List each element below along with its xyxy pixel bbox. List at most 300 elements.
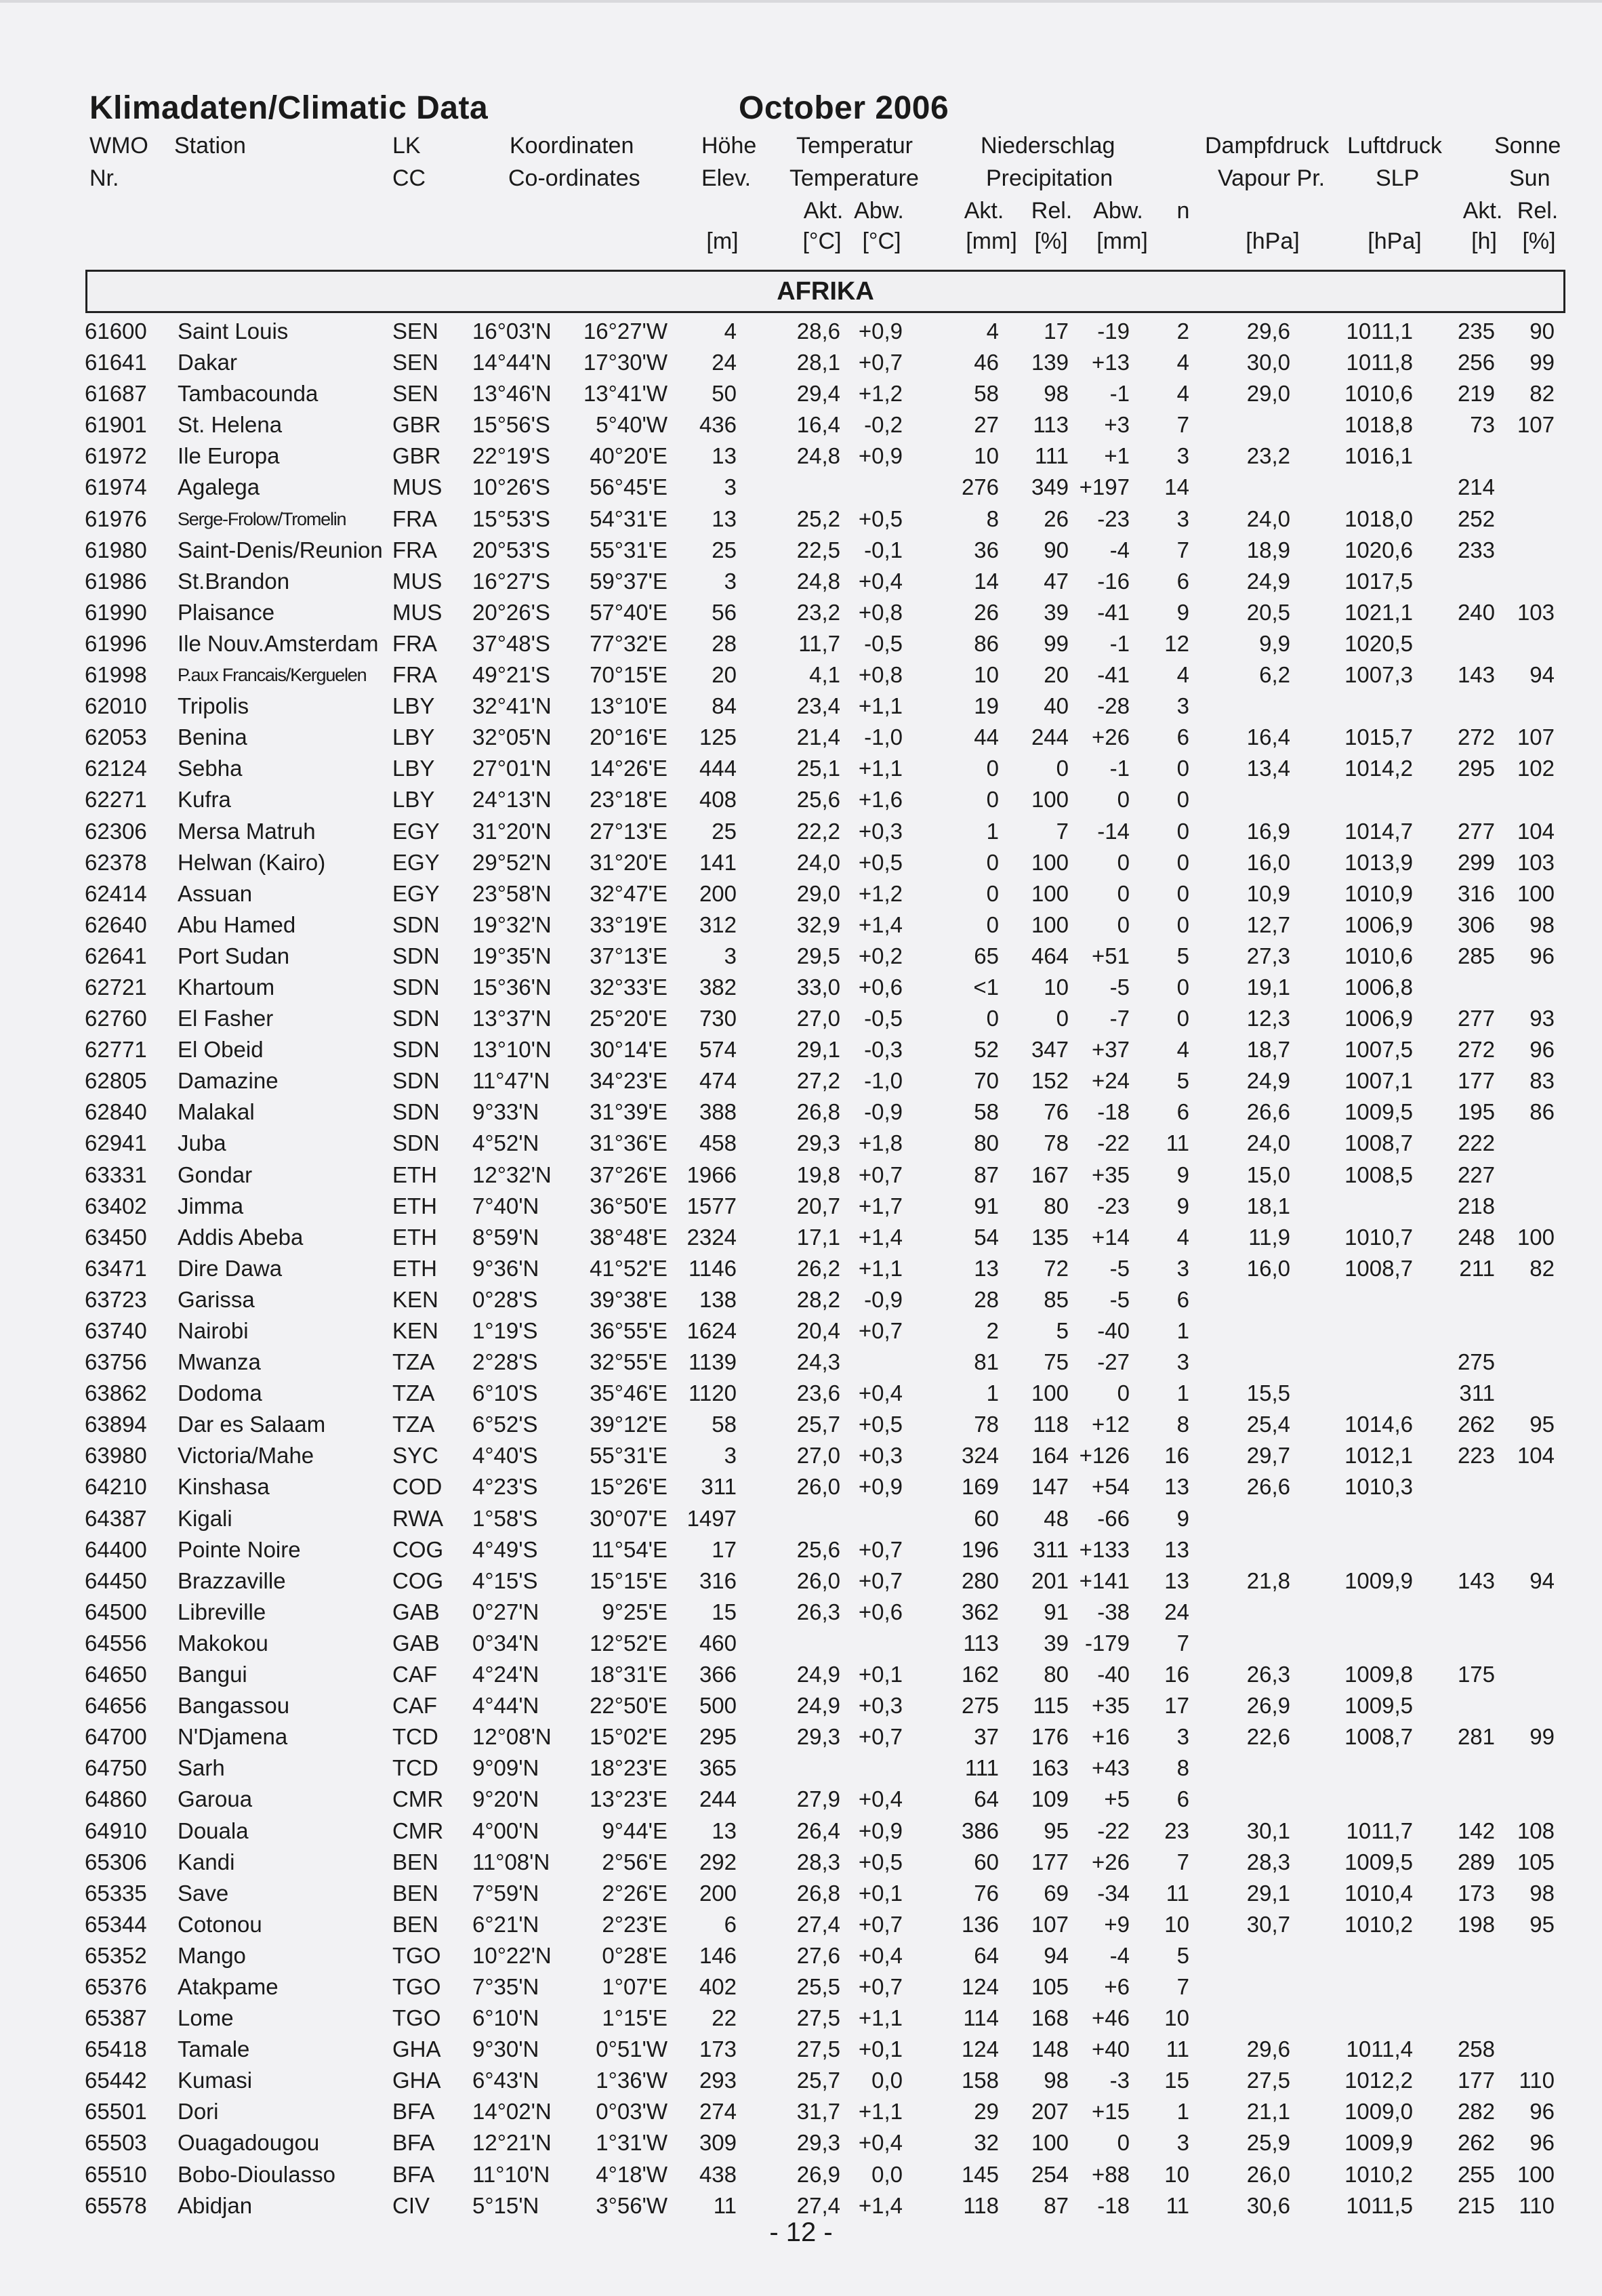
cell-station: Douala	[178, 1818, 249, 1843]
cell-longitude: 57°40'E	[590, 599, 668, 625]
cell-cc: SDN	[392, 1068, 440, 1094]
cell-precip-rel: 39	[1044, 1630, 1069, 1656]
cell-cc: LBY	[392, 724, 435, 750]
cell-precip-akt: 8	[986, 506, 999, 531]
cell-longitude: 2°23'E	[602, 1911, 668, 1937]
cell-precip-akt: 70	[974, 1068, 999, 1094]
cell-temp-abw: -0,2	[864, 412, 903, 438]
cell-temp-abw: +1,8	[858, 1130, 903, 1156]
header-vapour: Vapour Pr.	[1218, 165, 1326, 191]
cell-precip-akt: 111	[964, 1755, 999, 1781]
cell-station: Makokou	[178, 1630, 268, 1656]
cell-elevation: 3	[724, 568, 737, 594]
cell-precip-akt: 275	[961, 1693, 999, 1719]
header-precip-akt: Akt.	[964, 198, 1004, 224]
cell-elevation: 274	[699, 2099, 737, 2125]
cell-precip-akt: 64	[974, 1786, 999, 1812]
cell-temp-akt: 28,2	[796, 1286, 840, 1312]
section-header-box	[85, 270, 1565, 313]
cell-latitude: 19°35'N	[472, 943, 552, 968]
cell-cc: FRA	[392, 506, 437, 531]
cell-slp: 1006,8	[1344, 974, 1413, 1000]
cell-n: 7	[1176, 1973, 1189, 1999]
cell-temp-abw: +0,9	[858, 443, 903, 469]
cell-precip-akt: 0	[986, 849, 999, 875]
cell-station: Plaisance	[178, 599, 275, 625]
cell-cc: EGY	[392, 818, 440, 844]
table-row	[0, 1284, 1602, 1315]
cell-slp: 1008,7	[1344, 1255, 1413, 1281]
cell-precip-rel: 100	[1031, 2130, 1069, 2156]
cell-vapour: 11,9	[1248, 1224, 1290, 1250]
cell-longitude: 32°47'E	[590, 880, 668, 906]
cell-temp-akt: 28,6	[796, 319, 840, 344]
cell-elevation: 4	[724, 319, 737, 344]
cell-precip-akt: 46	[974, 350, 999, 375]
cell-cc: TZA	[392, 1412, 435, 1437]
cell-precip-rel: 100	[1031, 911, 1069, 937]
cell-temp-akt: 29,0	[796, 880, 840, 906]
cell-precip-rel: 177	[1031, 1849, 1069, 1874]
cell-temp-akt: 31,7	[796, 2099, 840, 2125]
cell-precip-rel: 87	[1044, 2192, 1069, 2218]
header-hoehe: Höhe	[701, 133, 757, 159]
cell-latitude: 12°21'N	[472, 2130, 552, 2156]
cell-wmo: 62840	[85, 1099, 147, 1125]
header-station: Station	[174, 133, 246, 159]
header-sun-akt: Akt.	[1462, 198, 1503, 224]
cell-temp-akt: 26,8	[796, 1880, 840, 1906]
header-dampfdruck: Dampfdruck	[1205, 133, 1330, 159]
cell-station: P.aux Francais/Kerguelen	[178, 665, 367, 686]
table-row	[0, 1409, 1602, 1440]
cell-slp: 1011,1	[1346, 319, 1413, 344]
cell-slp: 1014,7	[1344, 818, 1413, 844]
cell-station: Kinshasa	[178, 1474, 270, 1500]
cell-wmo: 64210	[85, 1474, 147, 1500]
table-row	[0, 535, 1602, 566]
cell-latitude: 6°43'N	[472, 2068, 539, 2093]
cell-n: 0	[1176, 880, 1189, 906]
cell-temp-abw: +0,5	[858, 1849, 903, 1874]
cell-cc: GAB	[392, 1630, 440, 1656]
cell-vapour: 26,0	[1246, 2161, 1290, 2187]
cell-slp: 1012,1	[1344, 1443, 1413, 1469]
cell-station: St. Helena	[178, 412, 283, 438]
cell-precip-akt: 136	[961, 1911, 999, 1937]
cell-slp: 1009,5	[1344, 1099, 1413, 1125]
cell-precip-rel: 105	[1031, 1973, 1069, 1999]
cell-wmo: 62805	[85, 1068, 147, 1094]
cell-slp: 1007,1	[1344, 1068, 1413, 1094]
cell-cc: EGY	[392, 849, 440, 875]
unit-m: [m]	[706, 228, 739, 254]
cell-slp: 1010,6	[1344, 381, 1413, 407]
table-row	[0, 816, 1602, 847]
cell-precip-abw: -27	[1097, 1349, 1130, 1375]
cell-temp-akt: 25,7	[796, 1412, 840, 1437]
cell-cc: GHA	[392, 2068, 441, 2093]
cell-n: 10	[1164, 2161, 1189, 2187]
cell-slp: 1010,4	[1344, 1880, 1413, 1906]
cell-latitude: 0°34'N	[472, 1630, 539, 1656]
cell-precip-abw: -66	[1097, 1505, 1130, 1531]
table-row	[0, 1940, 1602, 1971]
cell-temp-abw: +0,8	[858, 662, 903, 688]
cell-station: Garoua	[178, 1786, 253, 1812]
cell-precip-rel: 168	[1031, 2005, 1069, 2031]
cell-vapour: 24,0	[1246, 1130, 1290, 1156]
cell-temp-akt: 27,2	[796, 1068, 840, 1094]
cell-cc: GHA	[392, 2036, 441, 2062]
cell-slp: 1011,5	[1346, 2192, 1413, 2218]
cell-sun-rel: 95	[1529, 1412, 1555, 1437]
cell-elevation: 293	[699, 2068, 737, 2093]
cell-longitude: 13°23'E	[590, 1786, 668, 1812]
cell-station: Gondar	[178, 1162, 253, 1187]
header-temp-akt: Akt.	[803, 198, 844, 224]
cell-slp: 1009,9	[1344, 2130, 1413, 2156]
cell-precip-abw: -22	[1097, 1130, 1130, 1156]
period-title: October 2006	[739, 90, 949, 126]
cell-precip-abw: +37	[1092, 1037, 1130, 1063]
cell-station: Dakar	[178, 350, 238, 375]
cell-precip-abw: +3	[1104, 412, 1130, 438]
cell-temp-akt: 27,5	[796, 2036, 840, 2062]
cell-temp-abw: +0,7	[858, 1973, 903, 1999]
cell-n: 9	[1176, 1505, 1189, 1531]
cell-wmo: 65510	[85, 2161, 147, 2187]
cell-wmo: 62771	[85, 1037, 147, 1063]
cell-precip-akt: 113	[963, 1630, 999, 1656]
cell-longitude: 15°15'E	[590, 1567, 668, 1593]
cell-wmo: 63740	[85, 1318, 147, 1343]
cell-n: 15	[1164, 2068, 1189, 2093]
table-row	[0, 2159, 1602, 2190]
cell-station: Dori	[178, 2099, 219, 2125]
table-row	[0, 1565, 1602, 1597]
cell-slp: 1020,6	[1344, 537, 1413, 562]
cell-longitude: 0°51'W	[596, 2036, 668, 2062]
cell-temp-akt: 27,4	[796, 1911, 840, 1937]
cell-station: Saint Louis	[178, 319, 289, 344]
cell-vapour: 20,5	[1246, 599, 1290, 625]
table-row	[0, 1440, 1602, 1471]
cell-precip-akt: 44	[974, 724, 999, 750]
cell-station: Victoria/Mahe	[178, 1443, 314, 1469]
cell-cc: SDN	[392, 1130, 440, 1156]
cell-sun-akt: 222	[1457, 1130, 1495, 1156]
cell-cc: TCD	[392, 1724, 438, 1750]
table-row	[0, 1597, 1602, 1628]
cell-temp-abw: +0,4	[858, 2130, 903, 2156]
cell-precip-akt: 0	[986, 911, 999, 937]
cell-precip-akt: 114	[963, 2005, 999, 2031]
cell-elevation: 402	[699, 1973, 737, 1999]
cell-slp: 1010,2	[1344, 1911, 1413, 1937]
cell-slp: 1014,2	[1344, 756, 1413, 781]
cell-precip-akt: 1	[986, 818, 999, 844]
cell-station: Kufra	[178, 787, 231, 813]
cell-slp: 1018,8	[1344, 412, 1413, 438]
header-line-2	[0, 163, 1602, 194]
cell-cc: MUS	[392, 568, 443, 594]
cell-n: 13	[1164, 1567, 1189, 1593]
cell-temp-akt: 27,0	[796, 1443, 840, 1469]
cell-precip-akt: 76	[974, 1880, 999, 1906]
cell-temp-abw: 0,0	[871, 2068, 903, 2093]
cell-sun-rel: 107	[1517, 412, 1555, 438]
cell-latitude: 13°46'N	[472, 381, 552, 407]
cell-station: Sarh	[178, 1755, 225, 1781]
cell-latitude: 9°30'N	[472, 2036, 539, 2062]
cell-precip-abw: -22	[1097, 1818, 1130, 1843]
cell-cc: SYC	[392, 1443, 438, 1469]
cell-station: Malakal	[178, 1099, 255, 1125]
cell-wmo: 61998	[85, 662, 147, 688]
cell-elevation: 730	[699, 1006, 737, 1031]
cell-precip-rel: 20	[1044, 662, 1069, 688]
cell-vapour: 22,6	[1246, 1724, 1290, 1750]
cell-elevation: 500	[699, 1693, 737, 1719]
cell-elevation: 436	[699, 412, 737, 438]
cell-latitude: 6°52'S	[472, 1412, 538, 1437]
cell-temp-abw: +1,2	[858, 880, 903, 906]
page-number: - 12 -	[769, 2217, 833, 2247]
unit-pct-sun: [%]	[1522, 228, 1556, 254]
cell-sun-akt: 218	[1457, 1193, 1495, 1218]
cell-precip-rel: 152	[1031, 1068, 1069, 1094]
cell-vapour: 9,9	[1259, 630, 1290, 656]
table-row	[0, 1690, 1602, 1721]
cell-temp-akt: 20,4	[796, 1318, 840, 1343]
cell-longitude: 31°39'E	[590, 1099, 668, 1125]
cell-sun-rel: 96	[1529, 943, 1555, 968]
cell-precip-abw: 0	[1117, 1380, 1130, 1406]
cell-latitude: 14°44'N	[472, 350, 552, 375]
cell-wmo: 65344	[85, 1911, 147, 1937]
table-row	[0, 2003, 1602, 2034]
table-row	[0, 1659, 1602, 1690]
cell-precip-rel: 0	[1056, 1006, 1069, 1031]
cell-precip-akt: 87	[974, 1162, 999, 1187]
cell-elevation: 15	[712, 1599, 737, 1624]
cell-station: Libreville	[178, 1599, 266, 1624]
cell-precip-rel: 201	[1031, 1567, 1069, 1593]
table-row	[0, 2034, 1602, 2065]
cell-longitude: 0°28'E	[602, 1942, 668, 1968]
cell-n: 0	[1176, 974, 1189, 1000]
cell-station: Sebha	[178, 756, 243, 781]
cell-latitude: 8°59'N	[472, 1224, 539, 1250]
cell-n: 3	[1176, 506, 1189, 531]
cell-precip-akt: 196	[961, 1536, 999, 1562]
cell-precip-abw: -19	[1097, 319, 1130, 344]
cell-cc: ETH	[392, 1224, 437, 1250]
cell-sun-akt: 285	[1457, 943, 1495, 968]
cell-precip-rel: 98	[1044, 381, 1069, 407]
cell-cc: TZA	[392, 1349, 435, 1375]
cell-temp-akt: 24,9	[796, 1662, 840, 1687]
cell-precip-akt: 169	[961, 1474, 999, 1500]
cell-precip-rel: 94	[1044, 1942, 1069, 1968]
cell-n: 0	[1176, 849, 1189, 875]
cell-cc: BEN	[392, 1849, 438, 1874]
cell-latitude: 16°03'N	[472, 319, 552, 344]
cell-temp-akt: 29,1	[796, 1037, 840, 1063]
table-row	[0, 472, 1602, 503]
cell-sun-rel: 86	[1529, 1099, 1555, 1125]
cell-wmo: 65418	[85, 2036, 147, 2062]
cell-longitude: 1°36'W	[596, 2068, 668, 2093]
cell-precip-rel: 311	[1033, 1536, 1069, 1562]
cell-vapour: 24,0	[1246, 506, 1290, 531]
cell-precip-akt: 10	[974, 443, 999, 469]
cell-station: Garissa	[178, 1286, 255, 1312]
cell-precip-akt: 362	[961, 1599, 999, 1624]
cell-cc: CMR	[392, 1786, 444, 1812]
cell-precip-abw: +12	[1092, 1412, 1130, 1437]
cell-precip-rel: 347	[1031, 1037, 1069, 1063]
cell-temp-akt: 27,6	[796, 1942, 840, 1968]
cell-longitude: 2°56'E	[602, 1849, 668, 1874]
cell-temp-akt: 27,5	[796, 2005, 840, 2031]
cell-sun-akt: 262	[1457, 1412, 1495, 1437]
cell-station: Abidjan	[178, 2192, 253, 2218]
top-rule	[0, 0, 1602, 3]
cell-sun-rel: 82	[1529, 1255, 1555, 1281]
cell-precip-abw: -34	[1097, 1880, 1130, 1906]
cell-elevation: 3	[724, 943, 737, 968]
cell-station: Port Sudan	[178, 943, 290, 968]
cell-station: Bangui	[178, 1662, 247, 1687]
cell-precip-abw: -40	[1097, 1318, 1130, 1343]
cell-longitude: 23°18'E	[590, 787, 668, 813]
cell-cc: FRA	[392, 662, 437, 688]
cell-n: 14	[1164, 474, 1189, 500]
cell-longitude: 18°31'E	[590, 1662, 668, 1687]
cell-precip-akt: 280	[961, 1567, 999, 1593]
cell-latitude: 9°36'N	[472, 1255, 539, 1281]
cell-n: 6	[1176, 1286, 1189, 1312]
cell-precip-abw: +88	[1092, 2161, 1130, 2187]
cell-elevation: 444	[699, 756, 737, 781]
cell-latitude: 4°23'S	[472, 1474, 538, 1500]
cell-elevation: 25	[712, 537, 737, 562]
cell-precip-rel: 72	[1044, 1255, 1069, 1281]
cell-latitude: 4°52'N	[472, 1130, 539, 1156]
cell-temp-abw: +1,1	[858, 693, 903, 719]
cell-temp-akt: 26,0	[796, 1567, 840, 1593]
cell-n: 7	[1176, 537, 1189, 562]
station-table	[0, 316, 1602, 2221]
cell-precip-akt: 81	[974, 1349, 999, 1375]
cell-temp-abw: +0,7	[858, 1724, 903, 1750]
cell-cc: ETH	[392, 1255, 437, 1281]
cell-vapour: 18,1	[1246, 1193, 1290, 1218]
cell-station: Ile Nouv.Amsterdam	[178, 630, 379, 656]
cell-sun-akt: 255	[1457, 2161, 1495, 2187]
cell-longitude: 33°19'E	[590, 911, 668, 937]
cell-temp-akt: 25,6	[796, 1536, 840, 1562]
cell-precip-abw: +54	[1092, 1474, 1130, 1500]
cell-precip-abw: -5	[1109, 1255, 1130, 1281]
cell-precip-rel: 163	[1031, 1755, 1069, 1781]
cell-elevation: 574	[699, 1037, 737, 1063]
cell-n: 2	[1176, 319, 1189, 344]
table-row	[0, 941, 1602, 972]
cell-wmo: 65335	[85, 1880, 147, 1906]
cell-wmo: 64387	[85, 1505, 147, 1531]
cell-sun-akt: 214	[1457, 474, 1495, 500]
table-row	[0, 409, 1602, 440]
header-line-3	[0, 195, 1602, 226]
page-title: Klimadaten/Climatic Data	[89, 90, 489, 126]
cell-longitude: 20°16'E	[590, 724, 668, 750]
cell-cc: COG	[392, 1567, 444, 1593]
table-row	[0, 691, 1602, 722]
cell-sun-akt: 277	[1457, 1006, 1495, 1031]
cell-sun-rel: 110	[1519, 2068, 1555, 2093]
header-precip-abw: Abw.	[1093, 198, 1143, 224]
table-row	[0, 378, 1602, 409]
cell-latitude: 4°40'S	[472, 1443, 538, 1469]
cell-wmo: 62721	[85, 974, 147, 1000]
cell-longitude: 9°44'E	[602, 1818, 668, 1843]
cell-precip-akt: 60	[974, 1849, 999, 1874]
cell-sun-akt: 282	[1457, 2099, 1495, 2125]
cell-longitude: 36°55'E	[590, 1318, 668, 1343]
cell-cc: LBY	[392, 756, 435, 781]
cell-sun-rel: 90	[1529, 319, 1555, 344]
cell-precip-akt: 276	[961, 474, 999, 500]
cell-latitude: 4°44'N	[472, 1693, 539, 1719]
cell-longitude: 30°14'E	[590, 1037, 668, 1063]
cell-n: 9	[1176, 599, 1189, 625]
cell-wmo: 62640	[85, 911, 147, 937]
cell-precip-abw: +43	[1092, 1755, 1130, 1781]
table-row	[0, 1909, 1602, 1940]
header-coordinates: Co-ordinates	[508, 165, 640, 191]
cell-vapour: 25,4	[1246, 1412, 1290, 1437]
cell-n: 3	[1176, 2130, 1189, 2156]
cell-temp-abw: -0,5	[864, 630, 903, 656]
cell-station: Bobo-Dioulasso	[178, 2161, 335, 2187]
cell-slp: 1007,5	[1344, 1037, 1413, 1063]
cell-longitude: 36°50'E	[590, 1193, 668, 1218]
cell-temp-abw: -0,9	[864, 1099, 903, 1125]
table-row	[0, 909, 1602, 941]
cell-precip-abw: +5	[1104, 1786, 1130, 1812]
cell-precip-abw: 0	[1117, 2130, 1130, 2156]
table-row	[0, 1816, 1602, 1847]
cell-precip-akt: 118	[963, 2192, 999, 2218]
cell-vapour: 26,9	[1246, 1693, 1290, 1719]
cell-elevation: 1624	[686, 1318, 737, 1343]
cell-n: 7	[1176, 1630, 1189, 1656]
unit-degc-abw: [°C]	[862, 228, 901, 254]
table-row	[0, 753, 1602, 784]
table-row	[0, 1378, 1602, 1409]
cell-precip-abw: +9	[1104, 1911, 1130, 1937]
cell-wmo: 62306	[85, 818, 147, 844]
cell-temp-abw: +0,1	[858, 1880, 903, 1906]
cell-temp-abw: +0,7	[858, 1318, 903, 1343]
cell-slp: 1009,0	[1344, 2099, 1413, 2125]
cell-sun-akt: 195	[1457, 1099, 1495, 1125]
cell-temp-akt: 28,3	[796, 1849, 840, 1874]
cell-station: Abu Hamed	[178, 911, 296, 937]
